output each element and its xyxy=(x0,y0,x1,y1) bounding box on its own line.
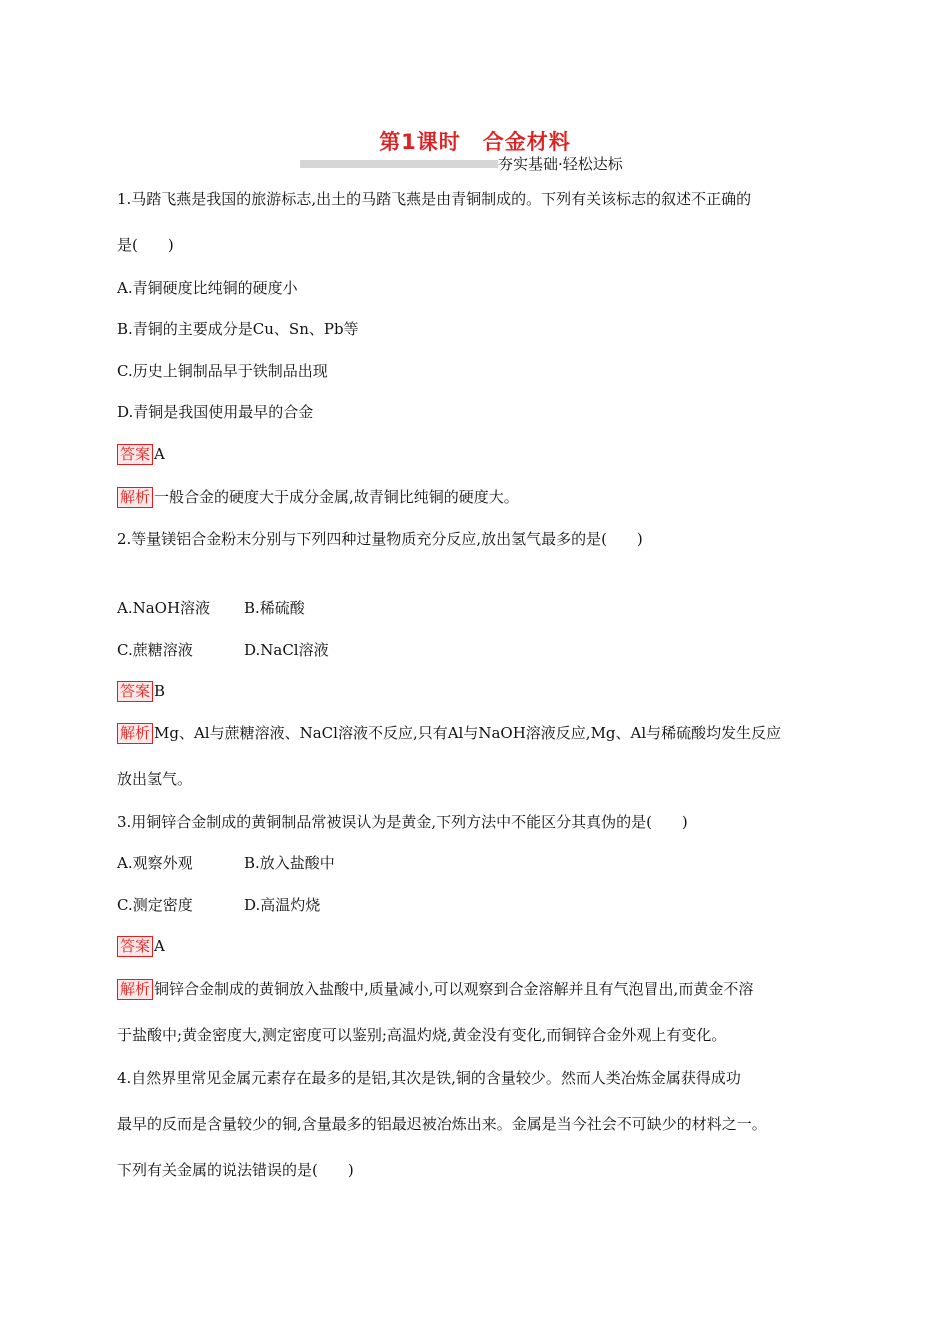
q2-option-b: B.稀硫酸 xyxy=(244,599,305,617)
q2-stem: 2.等量镁铝合金粉末分别与下列四种过量物质充分反应,放出氢气最多的是( ) xyxy=(117,530,643,548)
q2-analysis-text: Mg、Al与蔗糖溶液、NaCl溶液不反应,只有Al与NaOH溶液反应,Mg、Al与稀硫酸均发生反应 xyxy=(154,724,782,742)
q1-stem-line2: 是( ) xyxy=(117,236,174,254)
q2-option-c: C.蔗糖溶液 xyxy=(117,641,193,659)
q3-analysis-text: 铜锌合金制成的黄铜放入盐酸中,质量减小,可以观察到合金溶解并且有气泡冒出,而黄金不溶 xyxy=(154,980,754,998)
q1-stem-line1: 1.马踏飞燕是我国的旅游标志,出土的马踏飞燕是由青铜制成的。下列有关该标志的叙述不正确的 xyxy=(117,190,752,208)
q2-option-a: A.NaOH溶液 xyxy=(117,599,211,617)
q1-answer-value: A xyxy=(154,445,165,463)
q1-answer xyxy=(117,443,165,465)
q4-stem-line1: 4.自然界里常见金属元素存在最多的是铝,其次是铁,铜的含量较少。然而人类冶炼金属获得成功 xyxy=(117,1069,741,1087)
q4-stem-line2: 最早的反而是含量较少的铜,含量最多的铝最迟被冶炼出来。金属是当今社会不可缺少的材料之一。 xyxy=(117,1115,767,1133)
q3-option-c: C.测定密度 xyxy=(117,896,193,914)
q2-option-d: D.NaCl溶液 xyxy=(244,641,329,659)
analysis-tag: 解析 xyxy=(117,723,153,744)
q3-answer xyxy=(117,935,165,957)
q3-option-d: D.高温灼烧 xyxy=(244,896,321,914)
analysis-tag: 解析 xyxy=(117,979,153,1000)
answer-tag: 答案 xyxy=(117,681,153,702)
q2-analysis-line2: 放出氢气。 xyxy=(117,770,193,788)
q1-analysis xyxy=(117,486,519,508)
q3-analysis-line1 xyxy=(117,978,753,1000)
analysis-tag: 解析 xyxy=(117,487,153,508)
q2-answer xyxy=(117,680,165,702)
q1-option-d: D.青铜是我国使用最早的合金 xyxy=(117,403,314,421)
q3-option-b: B.放入盐酸中 xyxy=(244,854,335,872)
q2-options-row2 xyxy=(117,639,329,661)
q3-analysis-line2: 于盐酸中;黄金密度大,测定密度可以鉴别;高温灼烧,黄金没有变化,而铜锌合金外观上有变化。 xyxy=(117,1026,727,1044)
page-title: 第1课时 合金材料 xyxy=(379,130,571,154)
q3-answer-value: A xyxy=(154,937,165,955)
q3-options-row1 xyxy=(117,852,335,874)
q2-answer-value: B xyxy=(154,682,166,700)
answer-tag: 答案 xyxy=(117,444,153,465)
q1-option-a: A.青铜硬度比纯铜的硬度小 xyxy=(117,279,298,297)
q3-stem: 3.用铜锌合金制成的黄铜制品常被误认为是黄金,下列方法中不能区分其真伪的是( ) xyxy=(117,813,688,831)
q1-analysis-text: 一般合金的硬度大于成分金属,故青铜比纯铜的硬度大。 xyxy=(154,488,519,506)
q1-option-b: B.青铜的主要成分是Cu、Sn、Pb等 xyxy=(117,320,359,338)
section-bar xyxy=(300,160,498,168)
q2-options-row1 xyxy=(117,597,305,619)
q3-option-a: A.观察外观 xyxy=(117,854,193,872)
section-subtitle: 夯实基础·轻松达标 xyxy=(498,155,623,173)
q4-stem-line3: 下列有关金属的说法错误的是( ) xyxy=(117,1161,354,1179)
answer-tag: 答案 xyxy=(117,936,153,957)
q2-analysis-line1 xyxy=(117,722,781,744)
q3-options-row2 xyxy=(117,894,321,916)
q1-option-c: C.历史上铜制品早于铁制品出现 xyxy=(117,362,328,380)
